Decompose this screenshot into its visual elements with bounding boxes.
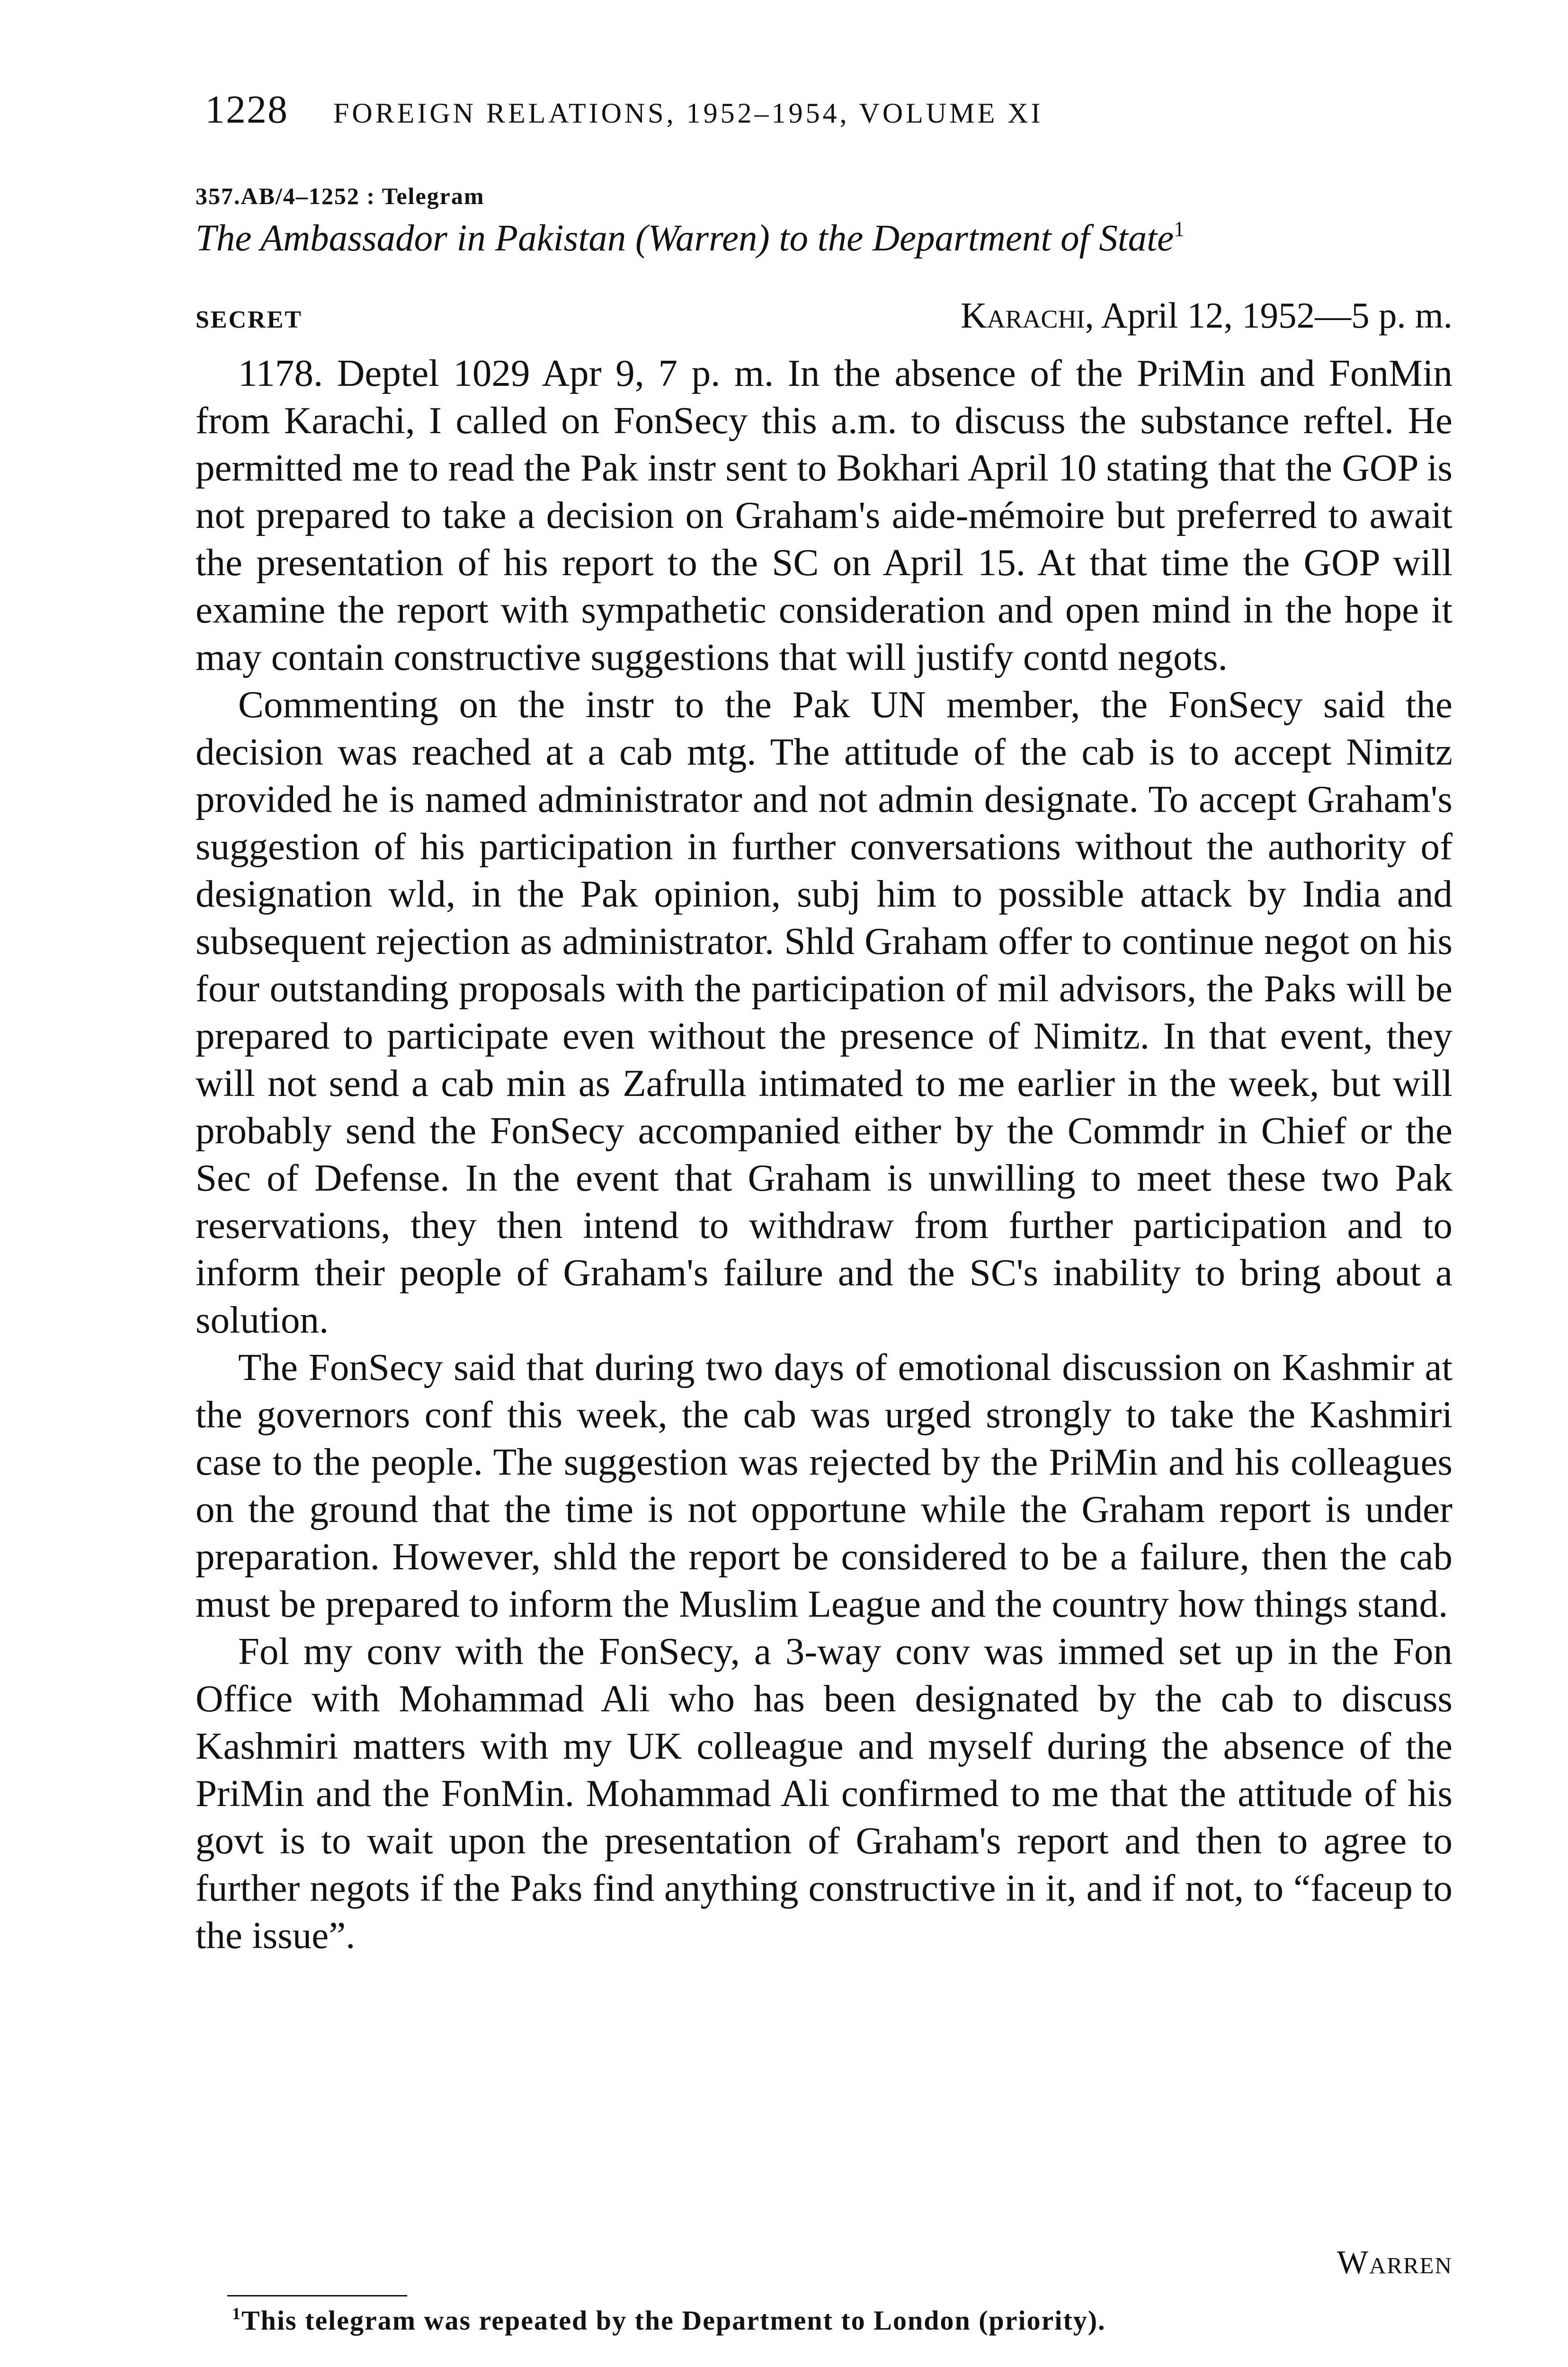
footnote-rule [227, 2295, 407, 2296]
document-title-text: The Ambassador in Pakistan (Warren) to the Department of State [196, 218, 1174, 259]
classification: SECRET [196, 306, 303, 333]
page-number: 1228 [205, 88, 288, 132]
file-reference: 357.AB/4–1252 : Telegram [196, 183, 485, 209]
title-footnote-mark: 1 [1174, 217, 1185, 241]
paragraph: The FonSecy said that during two days of emotional discussion on Kashmir at the governors conf this week, the cab was urged strongly to take the Kashmiri case to the people. The suggestion was rejected by the PriMin and his colleagues on the ground that the time is not opportune while the Graham report is under preparation. However, shld the report be considered to be a failure, then the cab must be prepared to inform the Muslim League and the country how things stand. [196, 1346, 1452, 1625]
footnote-mark: 1 [232, 2304, 241, 2323]
date-time: , April 12, 1952—5 p. m. [1085, 295, 1452, 336]
document-title [196, 217, 1185, 260]
running-header [205, 90, 1043, 130]
paragraph: Fol my conv with the FonSecy, a 3-way conv was immed set up in the Fon Office with Mohammad Ali who has been designated by the cab to discuss Kashmiri matters with my UK colleague and myself during the absence of the PriMin and the FonMin. Mohammad Ali confirmed to me that the attitude of his govt is to wait upon the presentation of Graham's report and then to agree to further negots if the Paks find anything constructive in it, and if not, to “faceup to the issue”. [196, 1630, 1452, 1957]
signature: Warren [1336, 2244, 1452, 2281]
footnote [232, 2304, 1106, 2336]
classification-line [196, 294, 1452, 337]
paragraph: 1178. Deptel 1029 Apr 9, 7 p. m. In the absence of the PriMin and FonMin from Karachi, I called on FonSecy this a.m. to discuss the substance reftel. He permitted me to read the Pak instr sent to Bokhari April 10 stating that the GOP is not prepared to take a decision on Graham's aide-mémoire but preferred to await the presentation of his report to the SC on April 15. At that time the GOP will examine the report with sympathetic consideration and open mind in the hope it may contain constructive suggestions that will justify contd negots. [196, 352, 1452, 678]
running-title: FOREIGN RELATIONS, 1952–1954, VOLUME XI [333, 98, 1043, 129]
footnote-text: This telegram was repeated by the Department to London (priority). [241, 2305, 1106, 2336]
paragraph: Commenting on the instr to the Pak UN member, the FonSecy said the decision was reached at a cab mtg. The attitude of the cab is to accept Nimitz provided he is named administrator and not admin designate. To accept Graham's suggestion of his participation in further conversations without the authority of designation wld, in the Pak opinion, subj him to possible attack by India and subsequent rejection as administrator. Shld Graham offer to continue negot on his four outstanding proposals with the participation of mil advisors, the Paks will be prepared to participate even without the presence of Nimitz. In that event, they will not send a cab min as Zafrulla intimated to me earlier in the week, but will probably send the FonSecy accompanied either by the Commdr in Chief or the Sec of Defense. In the event that Graham is unwilling to meet these two Pak reservations, they then intend to withdraw from further participation and to inform their people of Graham's failure and the SC's inability to bring about a solution. [196, 683, 1452, 1341]
dateline [961, 294, 1452, 337]
telegram-body [196, 349, 1452, 1959]
place: Karachi [960, 295, 1085, 336]
